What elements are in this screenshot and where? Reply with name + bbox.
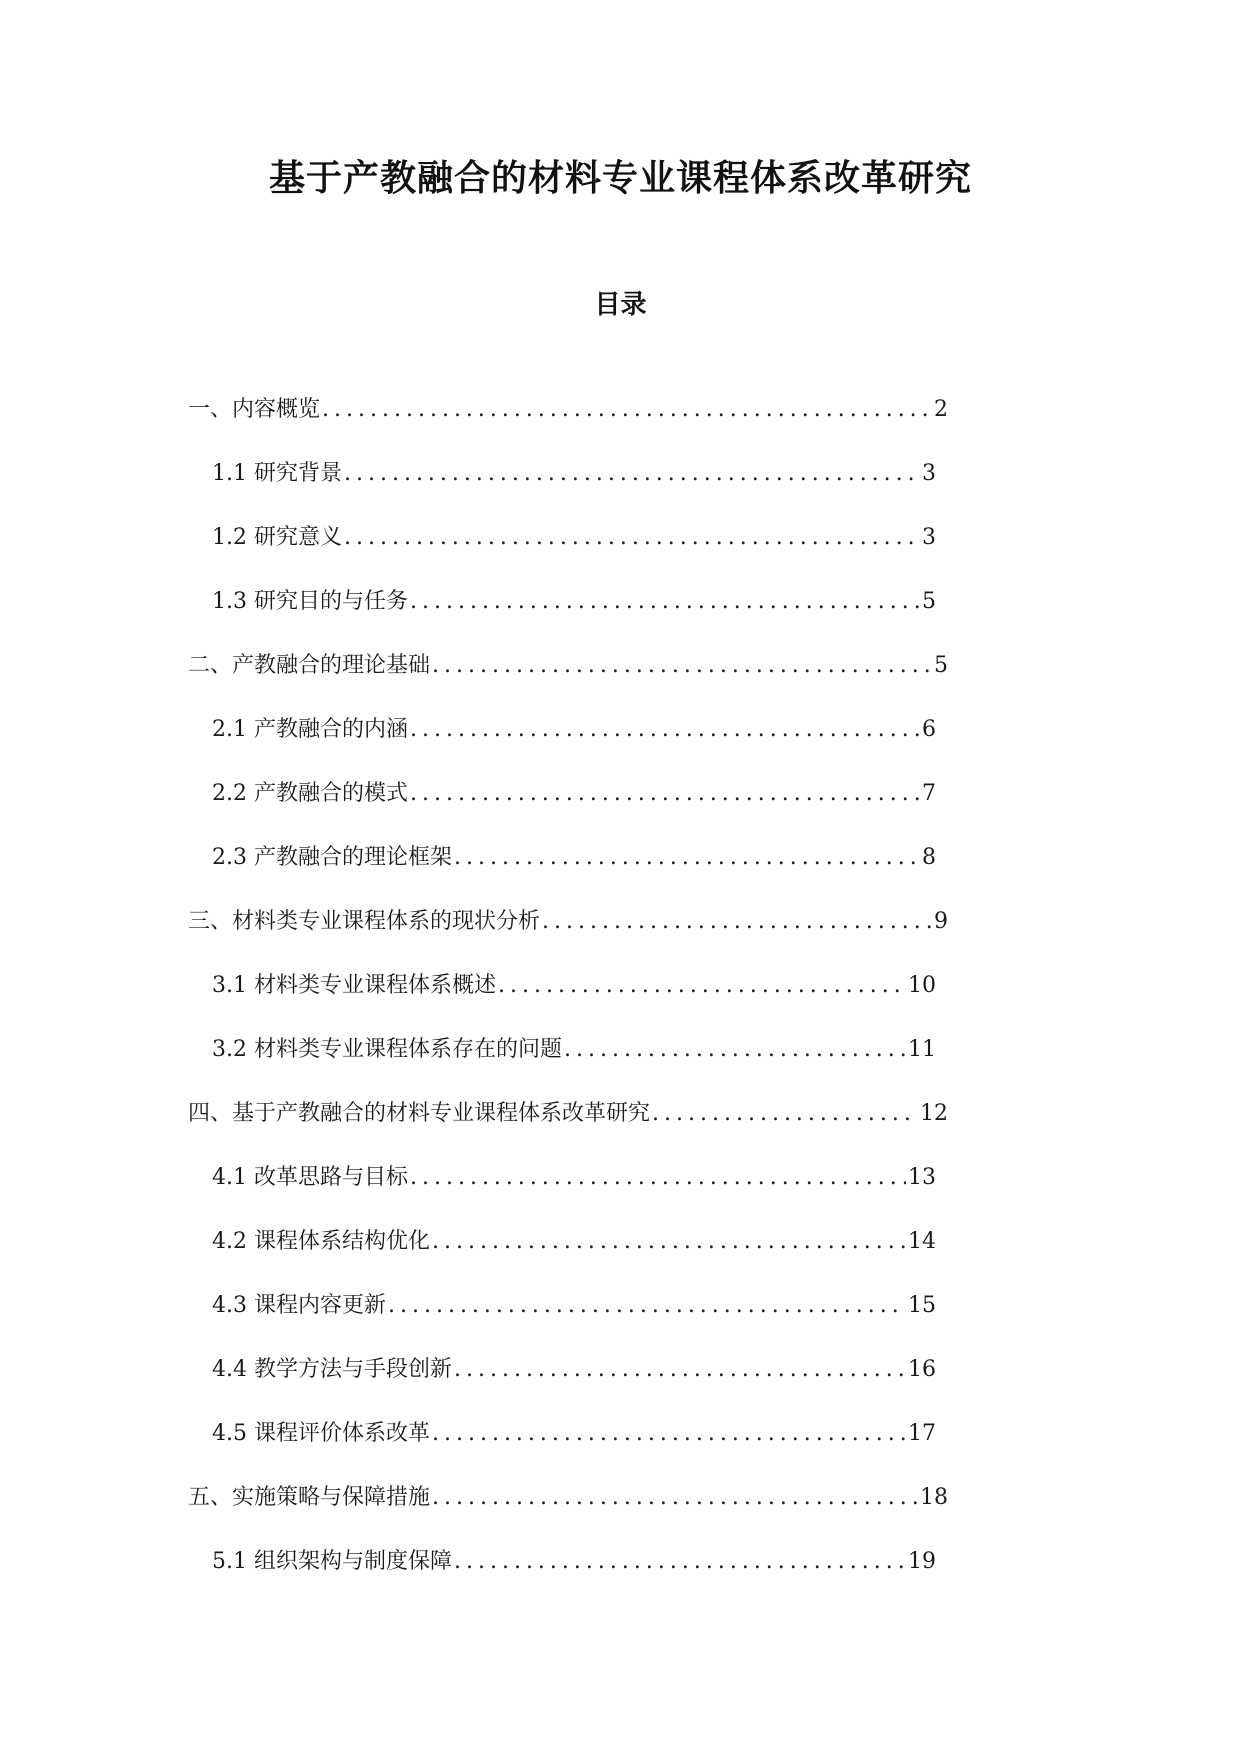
- toc-entry-label: 3.1 材料类专业课程体系概述: [212, 973, 496, 998]
- toc-entry-label: 1.2 研究意义: [212, 525, 342, 550]
- toc-leader-dots: [344, 459, 920, 489]
- toc-entry[interactable]: [188, 641, 948, 681]
- toc-leader-dots: [542, 907, 932, 937]
- toc-entry-page: 5: [922, 589, 936, 614]
- toc-entry[interactable]: [212, 1537, 936, 1577]
- toc-entry-page: 14: [908, 1229, 936, 1254]
- toc-entry-page: 19: [908, 1549, 936, 1574]
- toc-entry-page: 13: [908, 1165, 936, 1190]
- toc-entry-label: 2.2 产教融合的模式: [212, 781, 408, 806]
- toc-entry-label: 5.1 组织架构与制度保障: [212, 1549, 452, 1574]
- toc-entry[interactable]: [212, 769, 936, 809]
- toc-entry-page: 12: [920, 1101, 948, 1126]
- toc-entry-page: 3: [922, 461, 936, 486]
- toc-entry-page: 16: [908, 1357, 936, 1382]
- toc-entry-label: 4.5 课程评价体系改革: [212, 1421, 430, 1446]
- toc-entry-label: 4.1 改革思路与目标: [212, 1165, 408, 1190]
- toc-entry-label: 五、实施策略与保障措施: [188, 1485, 431, 1510]
- toc-entry[interactable]: [212, 1281, 936, 1321]
- toc-entry-page: 6: [922, 717, 936, 742]
- toc-entry-label: 3.2 材料类专业课程体系存在的问题: [212, 1037, 562, 1062]
- toc-entry-page: 7: [922, 781, 936, 806]
- toc-leader-dots: [498, 971, 906, 1001]
- toc-entry[interactable]: [212, 833, 936, 873]
- toc-entry-label: 一、内容概览: [188, 397, 321, 422]
- toc-leader-dots: [388, 1291, 906, 1321]
- toc-entry-page: 2: [934, 397, 948, 422]
- toc-entry-label: 2.3 产教融合的理论框架: [212, 845, 452, 870]
- toc-leader-dots: [432, 1419, 906, 1449]
- toc-leader-dots: [564, 1035, 906, 1065]
- toc-entry-page: 18: [920, 1485, 948, 1510]
- toc-entry-label: 二、产教融合的理论基础: [188, 653, 431, 678]
- toc-entry-page: 10: [908, 973, 936, 998]
- toc-entry[interactable]: [188, 385, 948, 425]
- toc-leader-dots: [322, 395, 932, 425]
- toc-entry[interactable]: [212, 513, 936, 553]
- toc-entry-page: 8: [922, 845, 936, 870]
- toc-leader-dots: [454, 1355, 906, 1385]
- toc-leader-dots: [410, 1163, 906, 1193]
- toc-entry-label: 4.2 课程体系结构优化: [212, 1229, 430, 1254]
- toc-leader-dots: [652, 1099, 918, 1129]
- toc-heading: 目录: [594, 290, 647, 320]
- toc-entry[interactable]: [212, 1409, 936, 1449]
- toc-entry[interactable]: [188, 1089, 948, 1129]
- toc-entry[interactable]: [212, 1345, 936, 1385]
- toc-entry-label: 1.1 研究背景: [212, 461, 342, 486]
- toc-entry-label: 2.1 产教融合的内涵: [212, 717, 408, 742]
- toc-leader-dots: [454, 843, 920, 873]
- toc-entry[interactable]: [212, 961, 936, 1001]
- toc-entry[interactable]: [212, 705, 936, 745]
- toc-leader-dots: [432, 651, 932, 681]
- toc-leader-dots: [454, 1547, 906, 1577]
- toc-leader-dots: [344, 523, 920, 553]
- toc-leader-dots: [410, 779, 920, 809]
- toc-entry-page: 5: [934, 653, 948, 678]
- toc-entry-page: 15: [908, 1293, 936, 1318]
- toc-entry-label: 三、材料类专业课程体系的现状分析: [188, 909, 541, 934]
- toc-entry[interactable]: [212, 1025, 936, 1065]
- toc-entry-page: 11: [908, 1037, 936, 1062]
- toc-entry-label: 1.3 研究目的与任务: [212, 589, 408, 614]
- toc-entry[interactable]: [212, 577, 936, 617]
- toc-leader-dots: [410, 587, 920, 617]
- toc-leader-dots: [432, 1227, 906, 1257]
- toc-leader-dots: [410, 715, 920, 745]
- toc-entry-page: 9: [934, 909, 948, 934]
- toc-entry[interactable]: [188, 1473, 948, 1513]
- document-title: 基于产教融合的材料专业课程体系改革研究: [268, 157, 972, 199]
- toc-entry-page: 17: [908, 1421, 936, 1446]
- toc-entry[interactable]: [212, 1217, 936, 1257]
- toc-entry[interactable]: [212, 1153, 936, 1193]
- toc-entry-page: 3: [922, 525, 936, 550]
- toc-entry[interactable]: [188, 897, 948, 937]
- toc-entry-label: 4.3 课程内容更新: [212, 1293, 386, 1318]
- toc-leader-dots: [432, 1483, 918, 1513]
- toc-entry[interactable]: [212, 449, 936, 489]
- toc-entry-label: 四、基于产教融合的材料专业课程体系改革研究: [188, 1101, 651, 1126]
- toc-entry-label: 4.4 教学方法与手段创新: [212, 1357, 452, 1382]
